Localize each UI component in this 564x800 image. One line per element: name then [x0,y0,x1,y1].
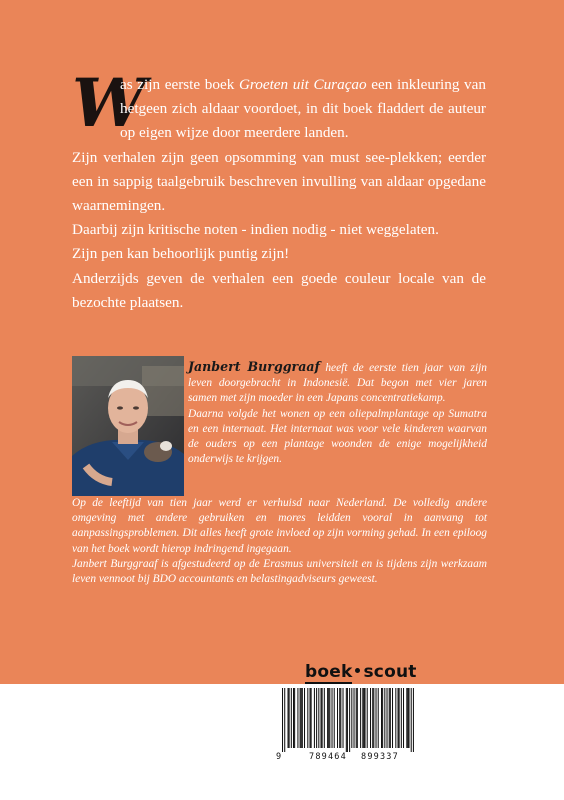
publisher-logo-part-2: scout [363,662,417,682]
isbn-digits-left: 789464 [309,752,347,762]
author-photo [72,356,184,496]
bio-paragraph-3: Op de leeftijd van tien jaar werd er verhuisd naar Nederland. De volledig andere omgeving met andere gebruiken en mores leidden vooral in aanvang tot aanpassingsproblemen. Dit alles heeft grote invloed op zijn vorming gehad. In een epiloog van het boek wordt hierop indringend ingegaan. [72,497,487,555]
book-title: Groeten uit Curaçao [238,76,367,93]
bio-paragraph-2: Daarna volgde het wonen op een oliepalmplantage op Sumatra en een internaat. Het internaat was voor vele kinderen waarvan de ouders op een plantage woonden de enige mogelijkheid onderwijs te krijgen. [188,407,487,466]
isbn-digit-lead: 9 [276,752,282,762]
isbn-number [276,752,418,764]
blurb-paragraph-3: Daarbij zijn kritische noten - indien nodig - niet weggelaten. [72,221,439,239]
logo-dot-icon [355,668,360,673]
author-bio-top [188,359,487,467]
publisher-logo-part-1: boek [305,662,353,682]
blurb-paragraph-1: W as zijn eerste boek Groeten uit Curaçao een inkleuring van hetgeen zich aldaar voordoet, in dit boek fladdert de auteur op eigen wijze door meerdere landen. [72,64,486,142]
blurb-text [72,64,486,315]
blurb-paragraph-2: Zijn verhalen zijn geen opsomming van must see-plekken; eerder een in sappig taalgebruik beschreven invulling van aldaar opgedane waarnemingen. [72,148,486,215]
barcode-label [276,684,418,766]
bio-paragraph-1: Janbert Burggraaf heeft de eerste tien jaar van zijn leven doorgebracht in Indonesië. Dat begon met vier jaren samen met zijn moeder in een Japans concentratiekamp. [188,359,487,405]
publisher-logo [305,662,417,682]
author-bio-bottom [72,496,487,587]
author-name: Janbert Burggraaf [188,359,320,374]
drop-cap: W [72,64,147,142]
blurb-paragraph-4: Zijn pen kan behoorlijk puntig zijn! [72,245,290,263]
blurb-paragraph-5: Anderzijds geven de verhalen een goede couleur locale van de bezochte plaatsen. [72,269,486,311]
isbn-digits-right: 899337 [361,752,399,762]
barcode-icon [282,688,414,752]
bio-paragraph-4: Janbert Burggraaf is afgestudeerd op de Erasmus universiteit en is tijdens zijn werkzaam leven vennoot bij BDO accountants en belastingadviseurs geweest. [72,557,487,586]
